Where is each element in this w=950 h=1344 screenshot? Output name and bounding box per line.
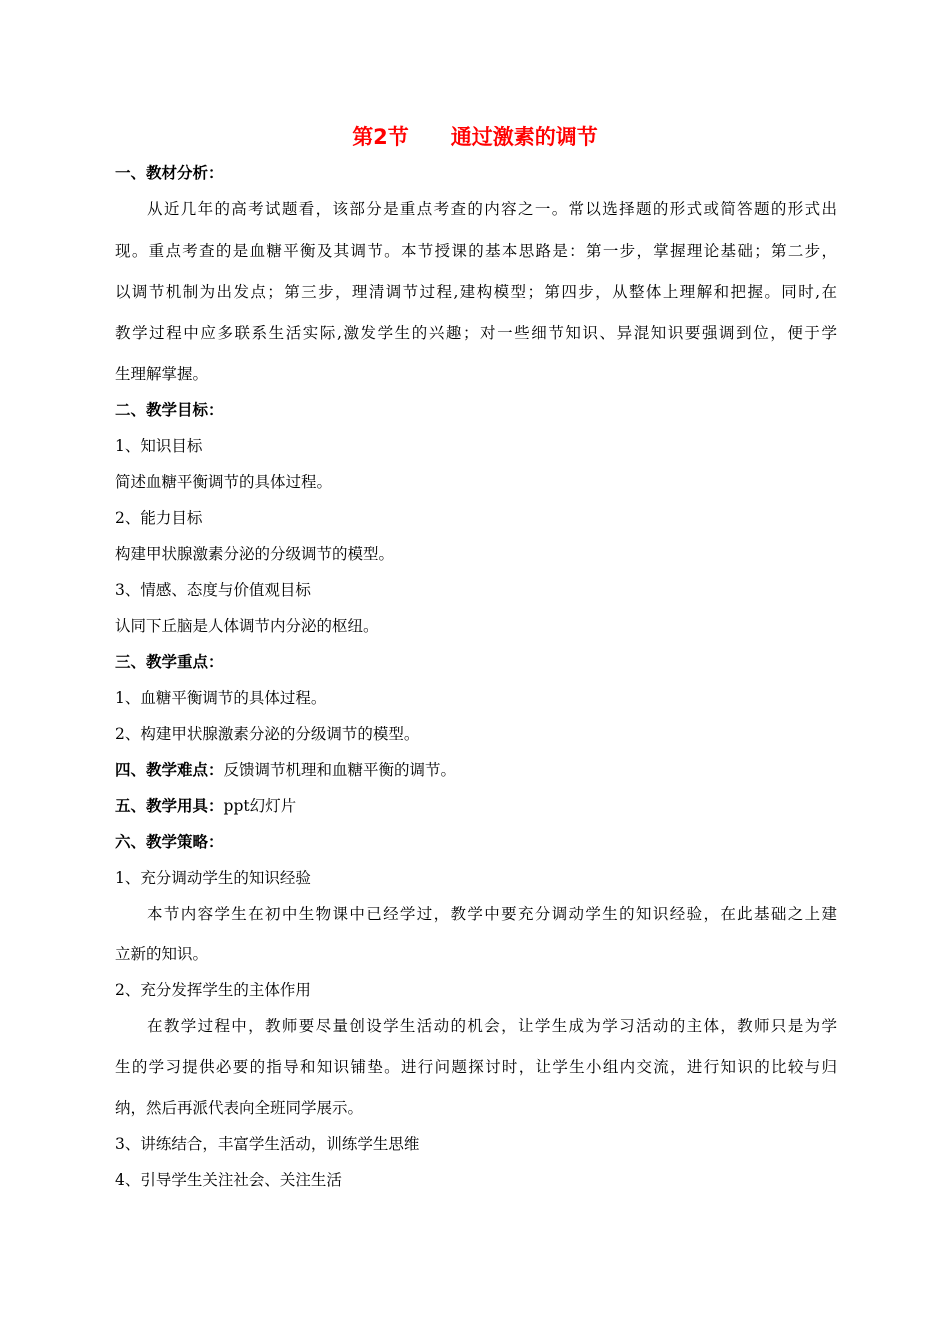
paragraph-line: 本节内容学生在初中生物课中已经学过，教学中要充分调动学生的知识经验，在此基础之上建 xyxy=(147,905,837,923)
list-item: 3、讲练结合，丰富学生活动，训练学生思维 xyxy=(115,1135,420,1153)
list-item: 2、能力目标 xyxy=(115,509,203,527)
paragraph-line: 在教学过程中，教师要尽量创设学生活动的机会，让学生成为学习活动的主体，教师只是为学 xyxy=(147,1017,837,1035)
list-item: 2、构建甲状腺激素分泌的分级调节的模型。 xyxy=(115,725,420,743)
section-heading-strategies: 六、教学策略： xyxy=(115,833,224,851)
difficulties-text: 反馈调节机理和血糖平衡的调节。 xyxy=(223,761,457,779)
paragraph-line: 生的学习提供必要的指导和知识铺垫。进行问题探讨时，让学生小组内交流，进行知识的比较与归 xyxy=(115,1058,837,1076)
paragraph-line: 纳，然后再派代表向全班同学展示。 xyxy=(115,1099,364,1117)
section-heading-tools: 五、教学用具： xyxy=(115,797,224,815)
paragraph-line: 立新的知识。 xyxy=(115,945,209,963)
list-item: 1、知识目标 xyxy=(115,437,203,455)
section-difficulties xyxy=(115,760,837,780)
list-item: 1、血糖平衡调节的具体过程。 xyxy=(115,689,327,707)
list-item: 4、引导学生关注社会、关注生活 xyxy=(115,1171,342,1189)
paragraph-line: 从近几年的高考试题看，该部分是重点考查的内容之一。常以选择题的形式或简答题的形式出 xyxy=(147,200,837,218)
list-item: 构建甲状腺激素分泌的分级调节的模型。 xyxy=(115,545,395,563)
section-tools xyxy=(115,796,837,816)
list-item: 1、充分调动学生的知识经验 xyxy=(115,869,311,887)
paragraph-line: 教学过程中应多联系生活实际,激发学生的兴趣；对一些细节知识、异混知识要强调到位，便于学 xyxy=(115,324,837,342)
section-heading-analysis: 一、教材分析： xyxy=(115,164,224,182)
paragraph-line: 现。重点考查的是血糖平衡及其调节。本节授课的基本思路是：第一步，掌握理论基础；第二步， xyxy=(115,242,837,260)
list-item: 2、充分发挥学生的主体作用 xyxy=(115,981,311,999)
section-heading-objectives: 二、教学目标： xyxy=(115,401,224,419)
paragraph-line: 以调节机制为出发点；第三步，理清调节过程,建构模型；第四步，从整体上理解和把握。同时,在 xyxy=(115,283,837,301)
list-item: 3、情感、态度与价值观目标 xyxy=(115,581,311,599)
tools-text: ppt幻灯片 xyxy=(223,797,297,815)
section-heading-difficulties: 四、教学难点： xyxy=(115,761,224,779)
section-heading-key-points: 三、教学重点： xyxy=(115,653,224,671)
list-item: 认同下丘脑是人体调节内分泌的枢纽。 xyxy=(115,617,379,635)
page-title: 第2节 通过激素的调节 xyxy=(352,125,598,149)
list-item: 简述血糖平衡调节的具体过程。 xyxy=(115,473,333,491)
paragraph-line: 生理解掌握。 xyxy=(115,365,209,383)
